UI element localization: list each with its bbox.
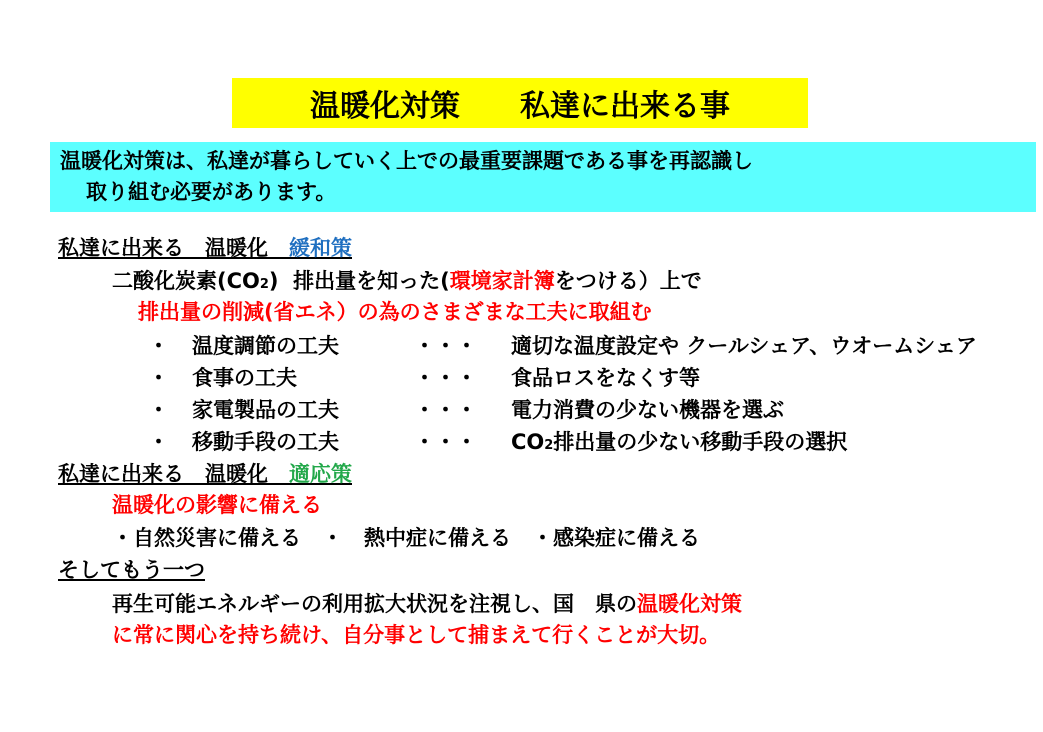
page-title: 温暖化対策 私達に出来る事 xyxy=(232,78,808,128)
adaptation-keyword: 適応策 xyxy=(289,462,352,486)
item-desc: 適切な温度設定や クールシェア、ウオームシェア xyxy=(511,334,977,358)
item-name: 温度調節の工夫 xyxy=(192,334,339,358)
mitigation-heading-prefix: 私達に出来る 温暖化 xyxy=(58,236,289,260)
item-dots: ・・・ xyxy=(414,398,477,422)
mitigation-keyword: 緩和策 xyxy=(289,236,352,260)
prepare-line: 温暖化の影響に備える xyxy=(112,493,322,517)
concern-line: に常に関心を持ち続け、自分事として捕まえて行くことが大切。 xyxy=(112,623,721,647)
renewable-line xyxy=(112,589,742,619)
item-name: 移動手段の工夫 xyxy=(192,430,339,454)
bullet: ・ xyxy=(148,334,169,358)
adaptation-items: ・自然災害に備える ・ 熱中症に備える ・感染症に備える xyxy=(112,526,700,550)
item-dots: ・・・ xyxy=(414,430,477,454)
intro-line-2: 取り組む必要があります。 xyxy=(86,180,337,204)
renewable-text: 再生可能エネルギーの利用拡大状況を注視し、国 県の xyxy=(112,592,637,616)
mitigation-item xyxy=(148,331,169,361)
item-name: 家電製品の工夫 xyxy=(192,398,339,422)
mitigation-item xyxy=(148,363,169,393)
bullet: ・ xyxy=(148,398,169,422)
co2-text: CO xyxy=(511,430,545,454)
item-dots: ・・・ xyxy=(414,366,477,390)
adaptation-heading-prefix: 私達に出来る 温暖化 xyxy=(58,462,289,486)
co2-subscript: 2 xyxy=(259,277,269,292)
adaptation-heading xyxy=(58,459,352,489)
mitigation-heading xyxy=(58,233,352,263)
reduction-line: 排出量の削減(省エネ）の為のさまざまな工夫に取組む xyxy=(138,300,652,324)
mitigation-item xyxy=(148,427,169,457)
co2-line xyxy=(112,266,702,300)
bullet: ・ xyxy=(148,430,169,454)
bullet: ・ xyxy=(148,366,169,390)
another-heading: そしてもう一つ xyxy=(58,558,205,582)
co2-subscript: 2 xyxy=(544,438,554,453)
item-desc xyxy=(511,427,847,461)
countermeasure-text: 温暖化対策 xyxy=(637,592,742,616)
co2-text-a: 二酸化炭素(CO xyxy=(112,269,260,293)
item-desc-rest: 排出量の少ない移動手段の選択 xyxy=(553,430,848,454)
co2-text-b: ) 排出量を知った( xyxy=(268,269,450,293)
household-ledger-text: 環境家計簿 xyxy=(449,269,555,293)
mitigation-item xyxy=(148,395,169,425)
item-dots: ・・・ xyxy=(414,334,477,358)
item-desc: 電力消費の少ない機器を選ぶ xyxy=(511,398,784,422)
intro-line-1: 温暖化対策は、私達が暮らしていく上での最重要課題である事を再認識し xyxy=(60,149,753,173)
item-name: 食事の工夫 xyxy=(192,366,297,390)
co2-text-c: をつける）上で xyxy=(554,269,702,293)
item-desc: 食品ロスをなくす等 xyxy=(511,366,700,390)
intro-box xyxy=(50,142,1036,212)
